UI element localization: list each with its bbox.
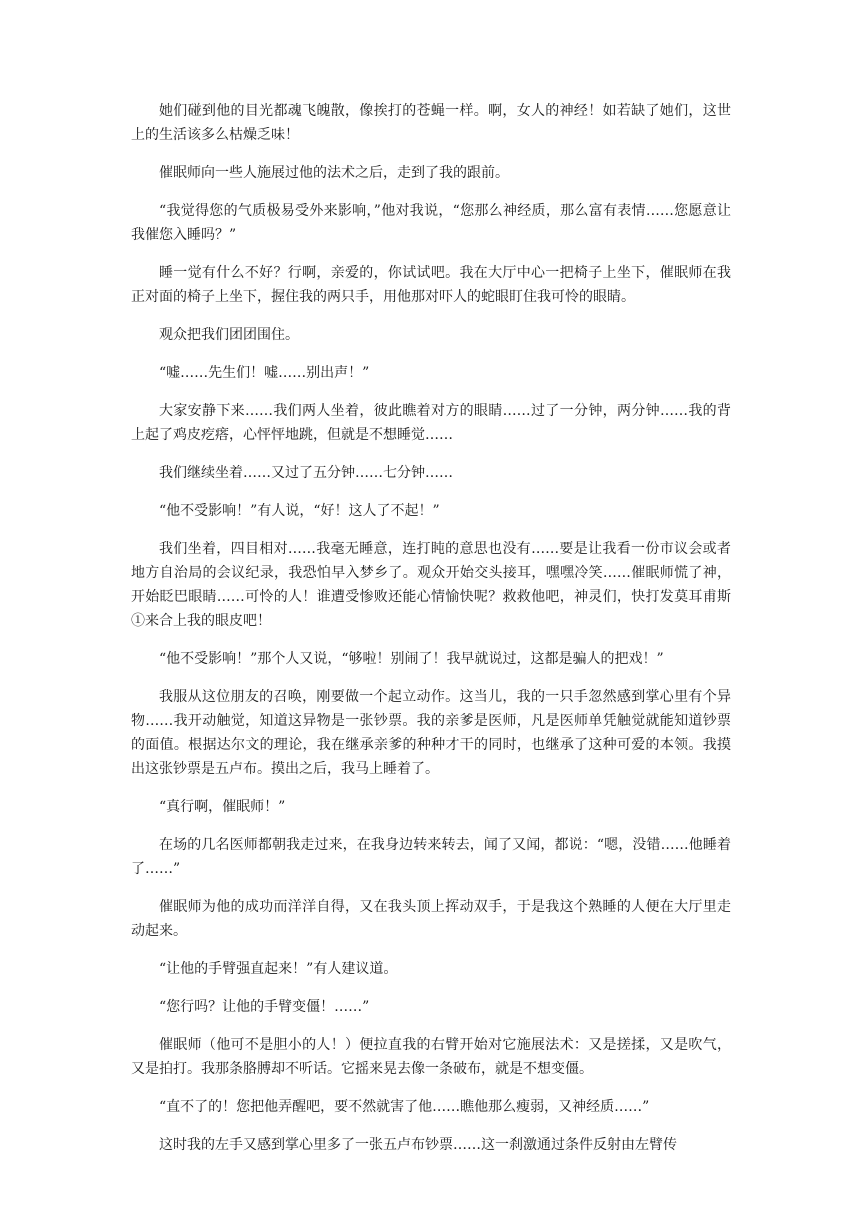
paragraph: 观众把我们团团围住。 <box>159 327 299 343</box>
paragraph: “嘘……先生们！嘘……别出声！” <box>159 365 370 381</box>
paragraph: 我服从这位朋友的召唤，刚要做一个起立动作。这当儿，我的一只手忽然感到掌心里有个异物……我开动触觉，知道这异物是一张钞票。我的亲爹是医师，凡是医师单凭触觉就能知道钞票的面值。根据达尔文的理论，我在继承亲爹的种种才干的同时，也继承了这种可爱的本领。我摸出这张钞票是五卢布。摸出之后，我马上睡着了。 <box>131 689 731 777</box>
paragraph: “真行啊，催眠师！” <box>159 799 286 815</box>
paragraph: 催眠师（他可不是胆小的人！）便拉直我的右臂开始对它施展法术：又是搓揉，又是吹气，又是拍打。我那条胳膊却不听话。它摇来晃去像一条破布，就是不想变僵。 <box>131 1037 731 1077</box>
story-text <box>131 99 731 1171</box>
paragraph: 睡一觉有什么不好？行啊，亲爱的，你试试吧。我在大厅中心一把椅子上坐下，催眠师在我正对面的椅子上坐下，握住我的两只手，用他那对吓人的蛇眼盯住我可怜的眼睛。 <box>131 265 731 305</box>
paragraph: 我们继续坐着……又过了五分钟……七分钟…… <box>159 465 453 481</box>
paragraph: 她们碰到他的目光都魂飞魄散，像挨打的苍蝇一样。啊，女人的神经！如若缺了她们，这世上的生活该多么枯燥乏味！ <box>131 103 731 143</box>
paragraph: “直不了的！您把他弄醒吧，要不然就害了他……瞧他那么瘦弱，又神经质……” <box>159 1099 650 1115</box>
paragraph: “他不受影响！”那个人又说，“够啦！别闹了！我早就说过，这都是骗人的把戏！” <box>159 651 664 667</box>
paragraph: 催眠师为他的成功而洋洋自得，又在我头顶上挥动双手，于是我这个熟睡的人便在大厅里走动起来。 <box>131 899 731 939</box>
paragraph: “我觉得您的气质极易受外来影响，”他对我说，“您那么神经质，那么富有表情……您愿意让我催您入睡吗？” <box>131 203 731 243</box>
paragraph: 大家安静下来……我们两人坐着，彼此瞧着对方的眼睛……过了一分钟，两分钟……我的背上起了鸡皮疙瘩，心怦怦地跳，但就是不想睡觉…… <box>131 403 731 443</box>
paragraph: “您行吗？让他的手臂变僵！……” <box>159 999 370 1015</box>
paragraph: 在场的几名医师都朝我走过来，在我身边转来转去，闻了又闻，都说：“嗯，没错……他睡着了……” <box>131 837 731 877</box>
paragraph: 我们坐着，四目相对……我毫无睡意，连打盹的意思也没有……要是让我看一份市议会或者地方自治局的会议纪录，我恐怕早入梦乡了。观众开始交头接耳，嘿嘿冷笑……催眠师慌了神，开始眨巴眼睛……可怜的人！谁遭受惨败还能心情愉快呢？救救他吧，神灵们，快打发莫耳甫斯①来合上我的眼皮吧！ <box>131 541 731 629</box>
paragraph: 这时我的左手又感到掌心里多了一张五卢布钞票……这一刹激通过条件反射由左臂传 <box>159 1137 677 1153</box>
paragraph: “他不受影响！”有人说，“好！这人了不起！” <box>159 503 440 519</box>
paragraph: 催眠师向一些人施展过他的法术之后，走到了我的跟前。 <box>159 165 509 181</box>
paragraph: “让他的手臂强直起来！”有人建议道。 <box>159 961 398 977</box>
